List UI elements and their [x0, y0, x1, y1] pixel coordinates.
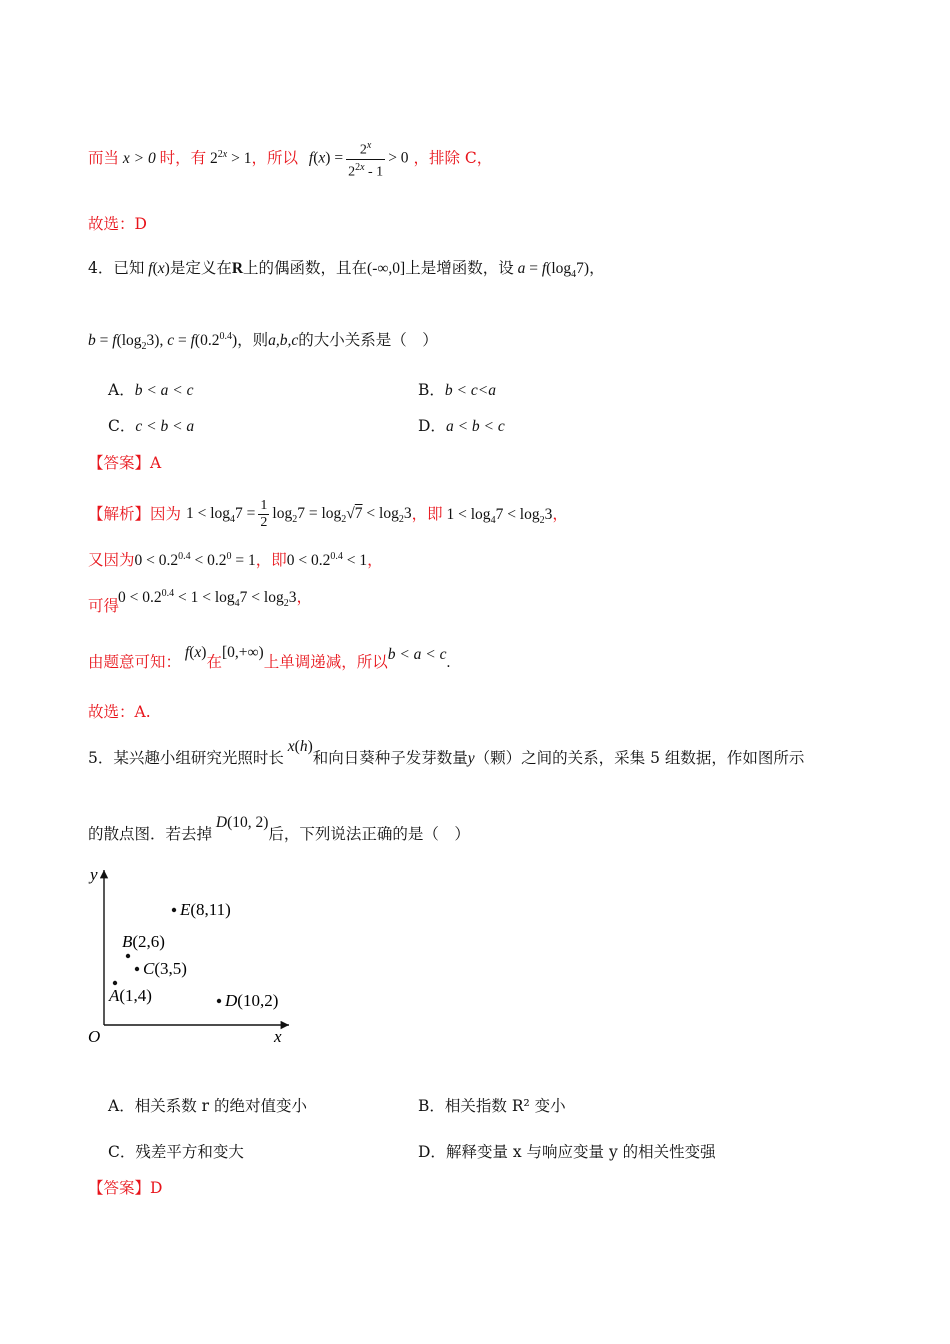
scatter-label-b: B(2,6): [122, 932, 165, 951]
q4-analysis-line1: 【解析】因为 $1 < \log_47$ = $\frac{1}{2}$ $\log_27 = \log_2√7 < \log_23$，即 $1 < \log_47 < \log_23$，: [88, 498, 568, 530]
text: ，: [367, 551, 383, 570]
option-value: a < b < c: [445, 418, 505, 435]
option-label: B．: [418, 1097, 445, 1115]
q4-analysis-line4: 由题意可知： f(x)在[0,+∞)上单调递减，所以b < a < c.: [88, 644, 451, 671]
q4-answer: [88, 451, 161, 475]
q4-analysis-line2: 又因为$0 < 0.2^{0.4} < 0.2^0 = 1$，即$0 < 0.2^{0.4} < 1$，: [88, 551, 383, 570]
text: .: [446, 654, 451, 671]
answer-tag: 【答案】: [88, 454, 151, 472]
option-label: C．: [108, 1143, 136, 1161]
q4-option-a[interactable]: [108, 378, 194, 403]
q5-stem-line2: 的散点图．若去掉 D(10, 2)后，下列说法正确的是（ ）: [88, 814, 470, 843]
option-value: b < c<a: [444, 382, 496, 399]
variable: y: [467, 750, 475, 767]
scatter-point-a: [113, 981, 117, 985]
text: ，: [552, 505, 568, 524]
scatter-label-c: C(3,5): [143, 959, 187, 978]
text: 而当: [88, 149, 120, 168]
text: ，则: [237, 331, 269, 350]
analysis-tag: 【解析】: [88, 505, 151, 524]
text: 上的偶函数，且在: [243, 259, 368, 277]
option-value: b < a < c: [134, 382, 194, 399]
option-value: 相关指数 R² 变小: [444, 1097, 566, 1115]
inequality: b < a < c: [387, 646, 447, 663]
text: 时，有: [159, 149, 207, 168]
scatter-svg: [84, 860, 304, 1050]
question-number: 5．: [88, 749, 114, 767]
option-value: 解释变量 x 与响应变量 y 的相关性变强: [445, 1143, 716, 1161]
prev-answer: 故选：D: [88, 215, 147, 233]
q4-stem-line1: 4．已知 f(x)是定义在R上的偶函数，且在(-∞,0]上是增函数，设 $a = f(\log_47)$，: [88, 259, 605, 281]
answer-value: D: [150, 1179, 163, 1197]
text: 已知: [113, 259, 145, 277]
option-label: D．: [418, 1143, 446, 1161]
scatter-point-e: [172, 908, 176, 912]
text: 因为: [150, 505, 182, 524]
text: 和向日葵种子发芽数量: [312, 749, 468, 767]
text: 后，下列说法正确的是（ ）: [268, 825, 470, 843]
text: 的大小关系是（ ）: [298, 331, 438, 350]
q4-option-d[interactable]: [418, 414, 505, 439]
q4-analysis-line3-math: $0 < 0.2^{0.4} < 1 < \log_47 < \log_23$，: [118, 588, 312, 610]
text: （颗）之间的关系，采集 5 组数据，作如图所示: [474, 749, 805, 767]
q5-stem-line1: 5．某兴趣小组研究光照时长 x(h)和向日葵种子发芽数量y（颗）之间的关系，采集 5 组数据，作如图所示: [88, 738, 805, 767]
question-number: 4．: [88, 259, 114, 277]
text: 上是增函数，设: [405, 259, 514, 277]
option-value: c < b < a: [135, 418, 195, 435]
q4-analysis-line3-label: 可得: [88, 597, 120, 615]
text: 上单调递减，所以: [263, 653, 388, 671]
text: 是定义在: [169, 259, 232, 277]
scatter-plot: [84, 860, 304, 1054]
text: ，排除 C，: [413, 149, 493, 168]
option-label: A．: [108, 381, 135, 399]
real-set-symbol: R: [231, 260, 244, 277]
q5-option-c[interactable]: [108, 1140, 244, 1164]
origin-label: O: [88, 1027, 101, 1046]
q4-option-b[interactable]: [418, 378, 496, 403]
text: ，所以: [251, 149, 298, 168]
text: ，即: [255, 551, 287, 570]
scatter-point-d: [217, 999, 221, 1003]
prev-solution-line: 而当 x > 0 时，有 $2^{2x} > 1$，所以 f(x) = $\frac{2^x}{2^{2x} - 1}$ > 0 ，排除 C，: [88, 140, 493, 180]
scatter-label-e: E(8,11): [180, 900, 231, 919]
option-label: D．: [418, 417, 446, 435]
text: 某兴趣小组研究光照时长: [113, 749, 284, 767]
x-axis-label: x: [274, 1027, 282, 1046]
y-axis-label: y: [90, 865, 98, 884]
answer-value: A: [150, 454, 162, 472]
scatter-label-d: D(10,2): [225, 991, 279, 1010]
text: 在: [206, 653, 222, 671]
scatter-point-c: [135, 967, 139, 971]
q5-option-b[interactable]: [418, 1094, 566, 1118]
q5-option-a[interactable]: [108, 1094, 307, 1118]
scatter-point-b: [126, 954, 130, 958]
text: ，即: [411, 505, 443, 524]
q4-option-c[interactable]: [108, 414, 194, 439]
answer-tag: 【答案】: [88, 1179, 151, 1197]
interval: (-∞,0]: [367, 260, 406, 277]
text: 的散点图．若去掉: [88, 825, 213, 843]
text: ，: [296, 588, 312, 607]
q4-stem-line2: $b = f(\log_23)$, $c = f(0.2^{0.4})$，则a,b,c的大小关系是（ ）: [88, 331, 438, 353]
points-layer: [108, 900, 278, 1010]
option-value: 残差平方和变大: [135, 1143, 244, 1161]
q4-conclusion: 故选：A.: [88, 703, 151, 721]
text: 由题意可知：: [88, 653, 182, 671]
variables: a,b,c: [268, 332, 299, 350]
q5-option-d[interactable]: [418, 1140, 716, 1164]
option-label: B．: [418, 381, 445, 399]
q5-answer: [88, 1176, 162, 1200]
text: ，: [589, 259, 605, 277]
scatter-label-a: A(1,4): [109, 986, 152, 1005]
option-label: A．: [108, 1097, 135, 1115]
text: 又因为: [88, 551, 135, 570]
interval: [0,+∞): [221, 644, 264, 661]
option-value: 相关系数 r 的绝对值变小: [134, 1097, 307, 1115]
option-label: C．: [108, 417, 136, 435]
